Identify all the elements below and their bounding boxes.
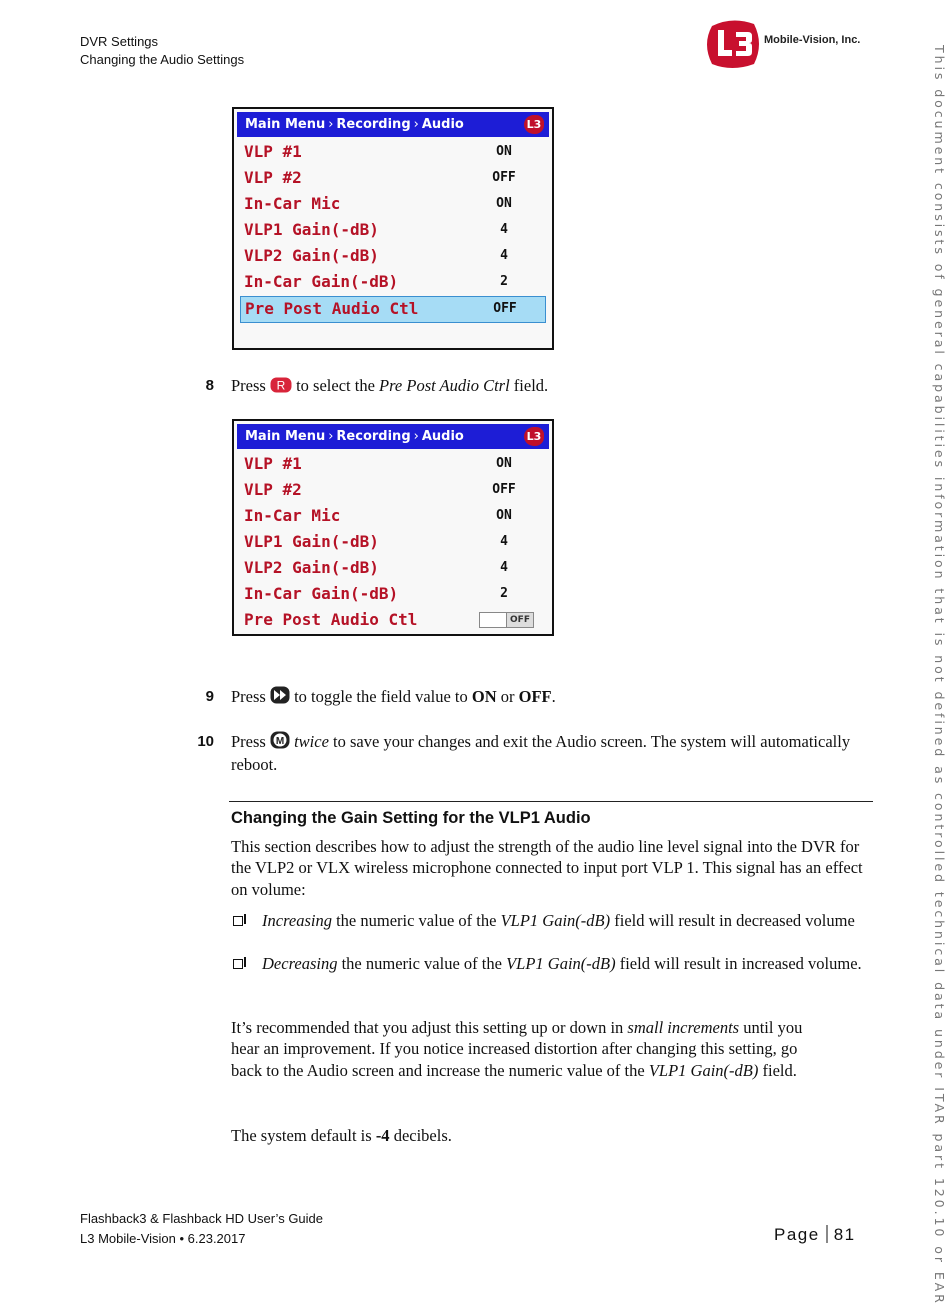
setting-value: ON [496,508,512,523]
logo-company-name: Mobile-Vision, Inc. [764,34,861,46]
page-separator [826,1225,828,1243]
breadcrumb-main-menu: Main Menu [245,429,326,444]
screen-breadcrumb [237,424,549,449]
setting-value: OFF [493,301,517,316]
setting-row-incar-gain[interactable] [240,270,546,295]
page-number-value: 81 [833,1225,856,1244]
setting-row-vlp2-gain[interactable] [240,556,546,581]
section-heading: Changing the Gain Setting for the VLP1 Audio [231,809,591,827]
recommendation-paragraph: It’s recommended that you adjust this setting up or down in small increments until you hear an improvement. If you notice increased distortion after changing this setting, go back to the Audio screen and increase the numeric value of the VLP1 Gain(-dB) field. [231,1018,803,1080]
setting-row-vlp2[interactable] [240,478,546,503]
setting-row-incar-mic[interactable] [240,192,546,217]
r-button-icon [270,377,292,398]
setting-value: 4 [500,248,508,263]
header-subsection-title: Changing the Audio Settings [80,52,245,67]
setting-row-vlp1[interactable] [240,140,546,165]
checkbox-bullet-icon [233,916,243,926]
company-logo [704,18,869,70]
bullet-text: Decreasing the numeric value of the VLP1 Gain(-dB) field will result in increased volume. [262,954,862,973]
breadcrumb-recording: Recording [336,429,411,444]
setting-row-pre-post-audio[interactable] [240,608,546,633]
breadcrumb-main-menu: Main Menu [245,117,326,132]
checkbox-bullet-icon [233,959,243,969]
setting-label: Pre Post Audio Ctl [245,299,419,318]
l3-screen-logo: L3 [524,427,544,446]
setting-label: VLP #2 [244,168,302,187]
setting-row-vlp2-gain[interactable] [240,244,546,269]
header-section-title: DVR Settings [80,34,159,49]
section-intro: This section describes how to adjust the strength of the audio line level signal into the DVR for the VLP2 or VLX wireless microphone connected to input port VLP 1. This signal has an effect on volume: [231,837,863,899]
fast-forward-button-icon [270,686,290,709]
setting-row-vlp2[interactable] [240,166,546,191]
screen-breadcrumb [237,112,549,137]
setting-row-pre-post-audio-selected[interactable] [240,296,546,323]
bullet-text: Increasing the numeric value of the VLP1 Gain(-dB) field will result in decreased volume [262,911,855,930]
section-divider [229,801,873,802]
setting-label: In-Car Gain(-dB) [244,272,399,291]
setting-label: In-Car Mic [244,506,341,525]
step-number: 10 [197,733,214,750]
setting-row-vlp1[interactable] [240,452,546,477]
svg-text:M: M [275,736,285,747]
audio-screen-selected [232,107,554,350]
step-text: Press to toggle the field value to ON or OFF. [231,686,851,709]
setting-label: VLP #1 [244,142,302,161]
setting-row-incar-gain[interactable] [240,582,546,607]
setting-row-vlp1-gain[interactable] [240,530,546,555]
page-label: Page [774,1225,820,1244]
chevron-right-icon: › [413,117,419,132]
svg-text:R: R [276,378,286,393]
default-paragraph: The system default is -4 decibels. [231,1126,452,1145]
step-text: Press R to select the Pre Post Audio Ctrl field. [231,375,851,398]
footer-guide-title: Flashback3 & Flashback HD User’s Guide [80,1211,324,1226]
setting-label: VLP1 Gain(-dB) [244,220,379,239]
itar-notice: This document consists of general capabilities information that is not defined as controlled technical data under ITAR part 120.10 or EAR [932,45,947,1306]
setting-label: VLP #1 [244,454,302,473]
setting-value: ON [496,144,512,159]
chevron-right-icon: › [328,117,334,132]
setting-label: In-Car Gain(-dB) [244,584,399,603]
l3-screen-logo: L3 [524,115,544,134]
setting-label: VLP #2 [244,480,302,499]
setting-value: 4 [500,222,508,237]
l3-logo-icon [704,18,762,70]
setting-label: VLP2 Gain(-dB) [244,558,379,577]
setting-row-incar-mic[interactable] [240,504,546,529]
step-text: Press M twice to save your changes and exit the Audio screen. The system will automatically reboot. [231,732,851,774]
step-number: 8 [205,377,214,394]
toggle-state: OFF [506,613,533,627]
setting-value: 4 [500,534,508,549]
audio-screen-toggle [232,419,554,636]
setting-value: ON [496,196,512,211]
setting-value: OFF [492,482,516,497]
setting-row-vlp1-gain[interactable] [240,218,546,243]
setting-value: ON [496,456,512,471]
footer-company-date: L3 Mobile-Vision • 6.23.2017 [80,1231,246,1246]
chevron-right-icon: › [328,429,334,444]
breadcrumb-audio: Audio [421,117,464,132]
setting-label: Pre Post Audio Ctl [244,610,418,629]
setting-value: 4 [500,560,508,575]
setting-value: 2 [500,586,508,601]
setting-value: 2 [500,274,508,289]
setting-label: In-Car Mic [244,194,341,213]
step-number: 9 [205,688,214,705]
setting-label: VLP2 Gain(-dB) [244,246,379,265]
breadcrumb-audio: Audio [421,429,464,444]
page-number [774,1225,856,1245]
pre-post-audio-toggle[interactable] [479,612,534,628]
breadcrumb-recording: Recording [336,117,411,132]
setting-label: VLP1 Gain(-dB) [244,532,379,551]
chevron-right-icon: › [413,429,419,444]
m-button-icon [270,731,290,754]
setting-value: OFF [492,170,516,185]
